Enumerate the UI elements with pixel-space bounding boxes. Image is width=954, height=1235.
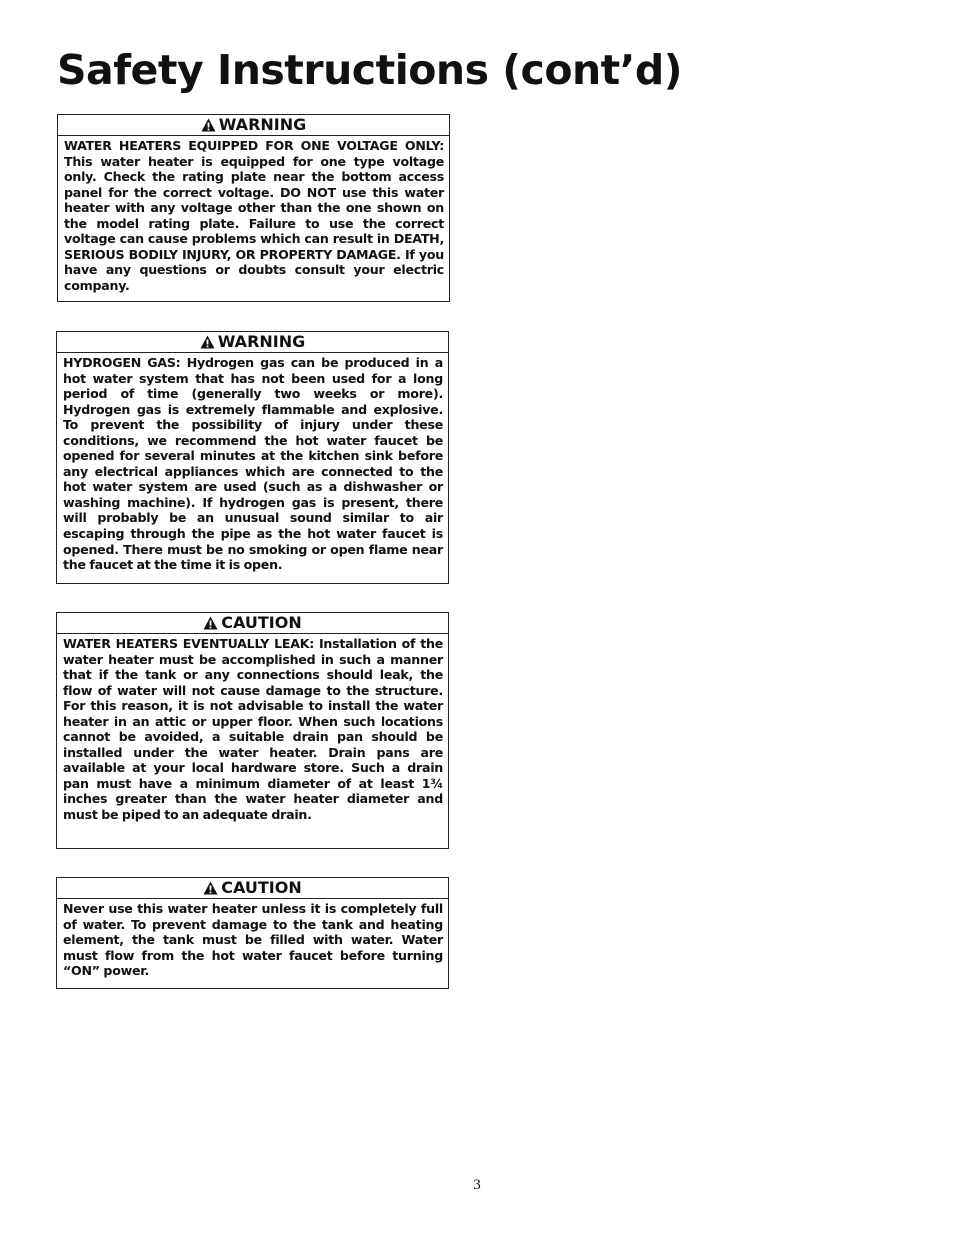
warning-hydrogen-text: HYDROGEN GAS: Hydrogen gas can be produced in a hot water system that has not been used for a long period of time (generally two weeks or more). Hydrogen gas is extremely flammable and explosive. To prevent the possibility of injury under these conditions, we recommend the hot water faucet be opened for several minutes at the kitchen sink before any electrical appliances which are connected to the hot water system are used (such as a dishwasher or washing machine). If hydrogen gas is present, there will probably be an unusual sound similar to air escaping through the pipe as the hot water faucet is opened. There must be no smoking or open flame near the faucet at the time it is open. xyxy=(63,355,443,573)
warning-hydrogen-label: WARNING xyxy=(217,332,306,351)
warning-hydrogen-box xyxy=(56,331,449,584)
caution-full-text: Never use this water heater unless it is completely full of water. To prevent damage to the tank and heating element, the tank must be filled with water. Water must flow from the hot water faucet before turning “ON” power. xyxy=(63,901,443,979)
caution-full-header xyxy=(57,878,448,899)
warning-voltage-text: WATER HEATERS EQUIPPED FOR ONE VOLTAGE ONLY: This water heater is equipped for one type voltage only. Check the rating plate near the bottom access panel for the correct voltage. DO NOT use this water heater with any voltage other than the one shown on the model rating plate. Failure to use the correct voltage can cause problems which can result in DEATH, SERIOUS BODILY INJURY, OR PROPERTY DAMAGE. If you have any questions or doubts consult your electric company. xyxy=(64,138,444,293)
caution-full-label: CAUTION xyxy=(221,878,302,897)
caution-leak-text: WATER HEATERS EVENTUALLY LEAK: Installation of the water heater must be accomplished in such a manner that if the tank or any connections should leak, the flow of water will not cause damage to the structure. For this reason, it is not advisable to install the water heater in an attic or upper floor. When such locations cannot be avoided, a suitable drain pan should be installed under the water heater. Drain pans are available at your local hardware store. Such a drain pan must have a minimum diameter of at least 1¾ inches greater than the water heater diameter and must be piped to an adequate drain. xyxy=(63,636,443,823)
caution-leak-label: CAUTION xyxy=(221,613,302,632)
caution-triangle-icon xyxy=(203,881,218,895)
warning-hydrogen-header xyxy=(57,332,448,353)
page-title: Safety Instructions (cont’d) xyxy=(57,46,682,94)
warning-voltage-box xyxy=(57,114,450,302)
caution-full-box xyxy=(56,877,449,989)
caution-leak-box xyxy=(56,612,449,849)
warning-voltage-header xyxy=(58,115,449,136)
page-number: 3 xyxy=(473,1177,481,1193)
caution-triangle-icon xyxy=(203,616,218,630)
warning-triangle-icon xyxy=(200,335,215,349)
warning-triangle-icon xyxy=(201,118,216,132)
caution-leak-header xyxy=(57,613,448,634)
warning-voltage-label: WARNING xyxy=(218,115,307,134)
